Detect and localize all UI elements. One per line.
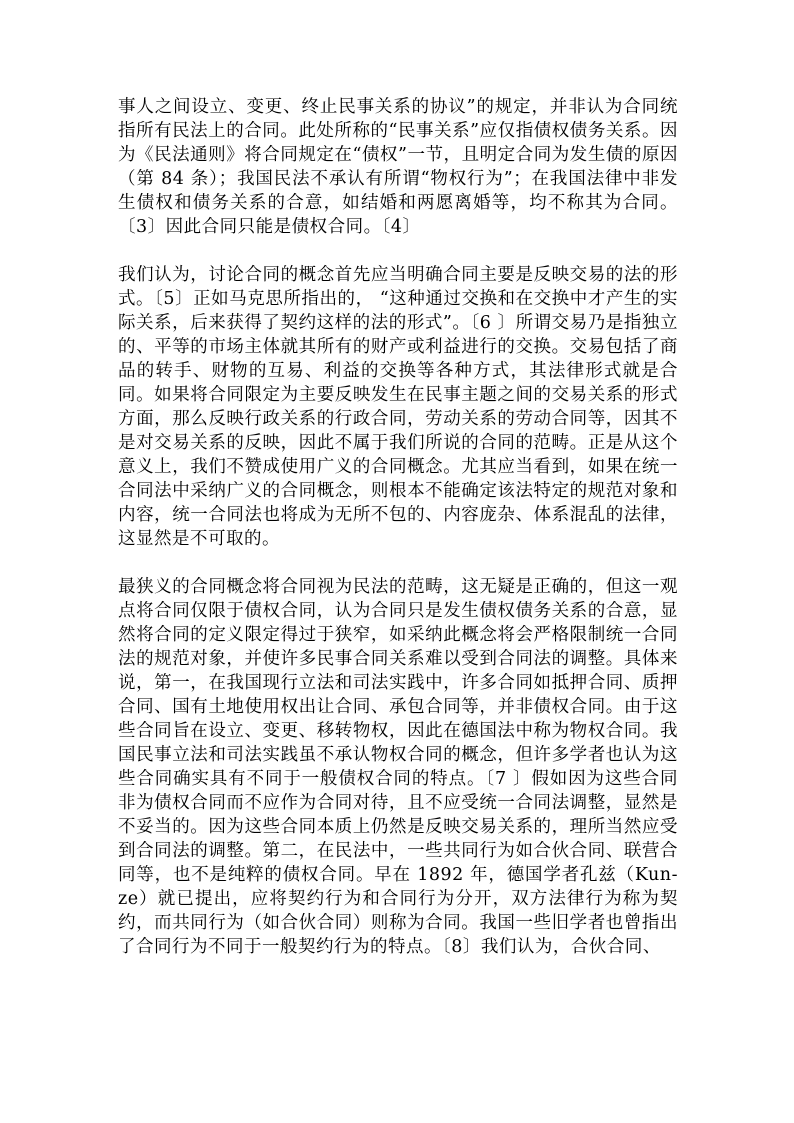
document-page (118, 95, 678, 959)
body-paragraph-3: 最狭义的合同概念将合同视为民法的范畴，这无疑是正确的，但这一观点将合同仅限于债权合同，认为合同只是发生债权债务关系的合意，显然将合同的定义限定得过于狭窄，如采纳此概念将会严格限制统一合同法的规范对象，并使许多民事合同关系难以受到合同法的调整。具体来说，第一，在我国现行立法和司法实践中，许多合同如抵押合同、质押合同、国有土地使用权出让合同、承包合同等，并非债权合同。由于这些合同旨在设立、变更、移转物权，因此在德国法中称为物权合同。我国民事立法和司法实践虽不承认物权合同的概念，但许多学者也认为这些合同确实具有不同于一般债权合同的特点。〔7 〕假如因为这些合同非为债权合同而不应作为合同对待，且不应受统一合同法调整，显然是不妥当的。因为这些合同本质上仍然是反映交易关系的，理所当然应受到合同法的调整。第二，在民法中，一些共同行为如合伙合同、联营合同等，也不是纯粹的债权合同。早在 1892 年，德国学者孔兹（Kun-ze）就已提出，应将契约行为和合同行为分开，双方法律行为称为契约，而共同行为（如合伙合同）则称为合同。我国一些旧学者也曾指出了合同行为不同于一般契约行为的特点。〔8〕我们认为，合伙合同、 (118, 577, 678, 957)
body-paragraph-1: 事人之间设立、变更、终止民事关系的协议”的规定，并非认为合同统指所有民法上的合同。此处所称的“民事关系”应仅指债权债务关系。因为《民法通则》将合同规定在“债权”一节，且明定合同为发生债的原因（第 84 条）；我国民法不承认有所谓“物权行为”；在我国法律中非发生债权和债务关系的合意，如结婚和两愿离婚等，均不称其为合同。〔3〕因此合同只能是债权合同。〔4〕 (118, 97, 678, 237)
body-paragraph-2: 我们认为，讨论合同的概念首先应当明确合同主要是反映交易的法的形式。〔5〕正如马克思所指出的， “这种通过交换和在交换中才产生的实际关系，后来获得了契约这样的法的形式”。〔6 〕所谓交易乃是指独立的、平等的市场主体就其所有的财产或利益进行的交换。交易包括了商品的转手、财物的互易、利益的交换等各种方式，其法律形式就是合同。如果将合同限定为主要反映发生在民事主题之间的交易关系的形式方面，那么反映行政关系的行政合同，劳动关系的劳动合同等，因其不是对交易关系的反映，因此不属于我们所说的合同的范畴。正是从这个意义上，我们不赞成使用广义的合同概念。尤其应当看到，如果在统一合同法中采纳广义的合同概念，则根本不能确定该法特定的规范对象和内容，统一合同法也将成为无所不包的、内容庞杂、体系混乱的法律，这显然是不可取的。 (118, 265, 678, 549)
